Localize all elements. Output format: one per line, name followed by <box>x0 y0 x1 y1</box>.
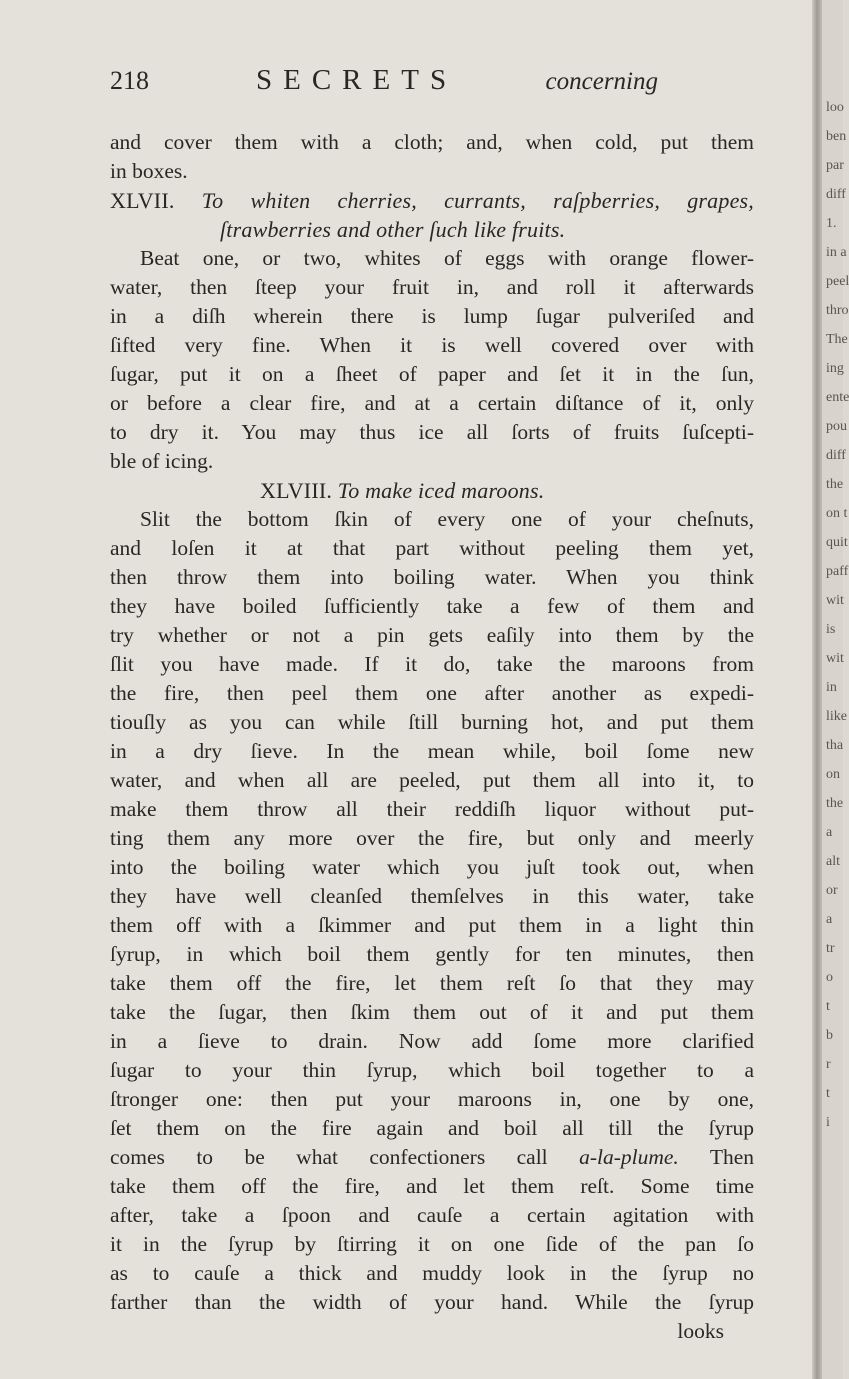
adjacent-page-fragment: t <box>826 999 830 1014</box>
adjacent-page-fragment: is <box>826 622 836 637</box>
section-number: XLVII. <box>110 188 175 213</box>
adjacent-page-fragment: b <box>826 1028 833 1043</box>
text-line: into the boiling water which you juſt took out, when <box>110 855 754 879</box>
text-line: ſifted very fine. When it is well covered over with <box>110 333 754 357</box>
adjacent-page-fragment: t <box>826 1086 830 1101</box>
adjacent-page-fragment: on t <box>826 506 848 521</box>
text-line: water, and when all are peeled, put them all into it, to <box>110 768 754 792</box>
section-heading-xlvii <box>110 186 754 215</box>
text-line: ſugar, put it on a ſheet of paper and ſet it in the ſun, <box>110 362 754 386</box>
running-subtitle: concerning <box>545 68 658 95</box>
text-line: tiouſly as you can while ſtill burning hot, and put them <box>110 710 754 734</box>
text-line: Beat one, or two, whites of eggs with orange flower- <box>140 246 754 270</box>
adjacent-page-fragment: in a <box>826 245 847 260</box>
italic-term: a-la-plume. <box>579 1145 679 1169</box>
text-line: take the ſugar, then ſkim them out of it and put them <box>110 1000 754 1024</box>
text-line: ſyrup, in which boil them gently for ten minutes, then <box>110 942 754 966</box>
text-line: Slit the bottom ſkin of every one of your cheſnuts, <box>140 507 754 531</box>
text-line: ſet them on the fire again and boil all till the ſyrup <box>110 1116 754 1140</box>
adjacent-page-fragment: diff <box>826 448 846 463</box>
adjacent-page-edge <box>822 0 849 1379</box>
text-line: try whether or not a pin gets eaſily into them by the <box>110 623 754 647</box>
text-line: they have well cleanſed themſelves in this water, take <box>110 884 754 908</box>
text-line: or before a clear fire, and at a certain diſtance of it, only <box>110 391 754 415</box>
book-gutter <box>812 0 822 1379</box>
text-line: ble of icing. <box>110 449 214 473</box>
adjacent-page-fragment: tr <box>826 941 835 956</box>
adjacent-page-fragment: The <box>826 332 848 347</box>
adjacent-page-fragment: on <box>826 767 840 782</box>
adjacent-page-fragment: r <box>826 1057 831 1072</box>
section-title: To whiten cherries, currants, raſpberries, grapes, <box>201 188 754 213</box>
adjacent-page-fragment: ing <box>826 361 844 376</box>
adjacent-page-fragment: peel <box>826 274 849 289</box>
text-line: take them off the fire, let them reſt ſo that they may <box>110 971 754 995</box>
text-line: in a diſh wherein there is lump ſugar pulveriſed and <box>110 304 754 328</box>
section-title-continuation: ſtrawberries and other ſuch like fruits. <box>220 217 566 242</box>
adjacent-page-fragment: alt <box>826 854 840 869</box>
adjacent-page-fragment: paff <box>826 564 849 579</box>
page-header <box>110 62 658 106</box>
page-number: 218 <box>110 66 149 95</box>
text-line: make them throw all their reddiſh liquor without put- <box>110 797 754 821</box>
text-line: in boxes. <box>110 159 188 183</box>
adjacent-page-fragment: pou <box>826 419 847 434</box>
text-line: ſlit you have made. If it do, take the maroons from <box>110 652 754 676</box>
text-line: they have boiled ſufficiently take a few of them and <box>110 594 754 618</box>
text-line: and loſen it at that part without peeling them yet, <box>110 536 754 560</box>
adjacent-page-fragment: ben <box>826 129 847 144</box>
text-line: ting them any more over the fire, but only and meerly <box>110 826 754 850</box>
adjacent-page-fragment: a <box>826 912 833 927</box>
adjacent-page-fragment: par <box>826 158 844 173</box>
adjacent-page-fragment: the <box>826 796 844 811</box>
text-line: then throw them into boiling water. When you think <box>110 565 754 589</box>
text-line: ſtronger one: then put your maroons in, one by one, <box>110 1087 754 1111</box>
adjacent-page-fragment: diff <box>826 187 846 202</box>
adjacent-page-fragment: the <box>826 477 844 492</box>
text-line: farther than the width of your hand. While the ſyrup <box>110 1290 754 1314</box>
text-line: in a ſieve to drain. Now add ſome more clarified <box>110 1029 754 1053</box>
adjacent-page-fragment: loo <box>826 100 844 115</box>
text-line: ſugar to your thin ſyrup, which boil together to a <box>110 1058 754 1082</box>
running-title: SECRETS <box>256 64 458 96</box>
text-line: it in the ſyrup by ſtirring it on one ſide of the pan ſo <box>110 1232 754 1256</box>
adjacent-page-fragment: quit <box>826 535 848 550</box>
text-line: to dry it. You may thus ice all ſorts of fruits ſuſcepti- <box>110 420 754 444</box>
page-text <box>110 128 754 1346</box>
adjacent-page-fragment: in <box>826 680 837 695</box>
text-line: and cover them with a cloth; and, when cold, put them <box>110 130 754 154</box>
section-heading-xlviii <box>110 476 754 505</box>
adjacent-page-fragment: thro <box>826 303 849 318</box>
adjacent-page-fragment: a <box>826 825 833 840</box>
text-line: them off with a ſkimmer and put them in a light thin <box>110 913 754 937</box>
adjacent-page-fragment: wit <box>826 651 844 666</box>
text-line <box>110 1143 754 1172</box>
text-line: the fire, then peel them one after another as expedi- <box>110 681 754 705</box>
text-line: take them off the fire, and let them reſt. Some time <box>110 1174 754 1198</box>
text-span: Then <box>709 1145 754 1169</box>
text-span: comes to be what confectioners call <box>110 1145 548 1169</box>
adjacent-page-fragment: like <box>826 709 847 724</box>
text-line: in a dry ſieve. In the mean while, boil ſome new <box>110 739 754 763</box>
text-line: after, take a ſpoon and cauſe a certain agitation with <box>110 1203 754 1227</box>
adjacent-page-fragment: tha <box>826 738 844 753</box>
section-number: XLVIII. <box>260 478 333 503</box>
catchword: looks <box>677 1319 724 1343</box>
adjacent-page-fragment: i <box>826 1115 830 1130</box>
adjacent-page-fragment: or <box>826 883 838 898</box>
section-title: To make iced maroons. <box>337 478 545 503</box>
adjacent-page-fragment: o <box>826 970 833 985</box>
adjacent-page-fragment: wit <box>826 593 844 608</box>
text-line: as to cauſe a thick and muddy look in the ſyrup no <box>110 1261 754 1285</box>
adjacent-page-fragment: 1. <box>826 216 837 231</box>
adjacent-page-fragment: ente <box>826 390 849 405</box>
text-line: water, then ſteep your fruit in, and roll it afterwards <box>110 275 754 299</box>
